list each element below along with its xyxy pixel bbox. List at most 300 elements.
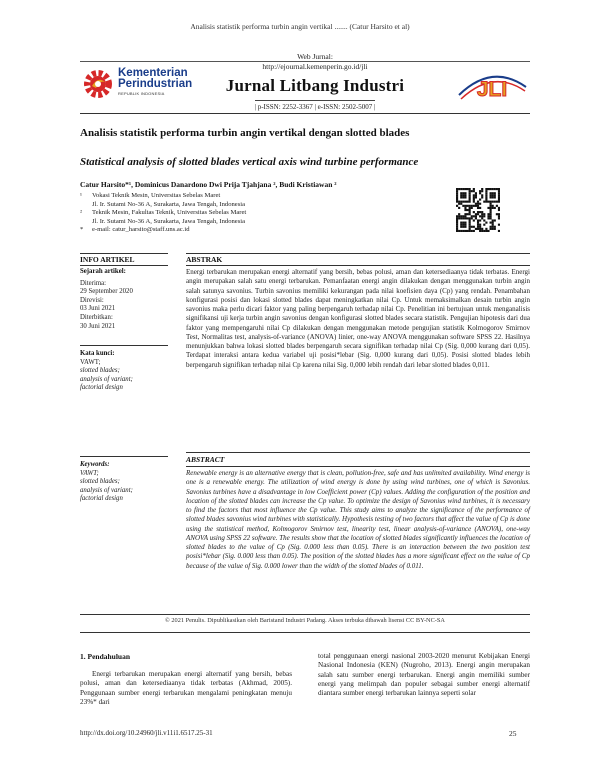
qr-module xyxy=(490,201,492,203)
qr-module xyxy=(473,190,475,192)
qr-module xyxy=(471,226,473,228)
intro-column-right: total penggunaan energi nasional 2003-2020 menurut Kebijakan Energi Nasional Indonesia (KEN) (Nugroho, 2013). Energi angin merupakan salah satu sumber energi terbarukan. Energi angin memiliki sumber energi yang melimpah dan populer sebagai sumber energi alternatif diantara sumber energi terbarukan lainnya seperti solar xyxy=(318,652,530,698)
masthead-rule-bottom xyxy=(80,113,530,114)
qr-module xyxy=(473,198,475,200)
abstrak-text: Energi terbarukan merupakan energi alternatif yang bersih, bebas polusi, aman dan ketersediaanya tidak terbatas. Energi angin merupakan salah satu energi terbarukan. Pemanfaatan energi angin dilakukan dengan menggunakan turbin angin salah satunya savonius. Turbin savonius memiliki kekurangan pada nilai koefisien daya (Cp) yang rendah. Penambahan konfigurasi posisi dan lokasi slotted blades dapat meningkatkan nilai Cp. Untuk memaksimalkan desain turbin angin savonius maka perlu dicari faktor yang paling berpengaruh terhadap nilai Cp. Penelitian ini bertujuan untuk menganalisis signifikansi uji kerja turbin angin savonius dengan konfigurasi slotted blades secara statistik. Pengujian hipotesis dari dua faktor yang mempengaruhi nilai Cp dilakukan dengan menggunakan metode pengujian statistik Kolmogorov Smirnov Test, Normalitas test, analysis-of-variance (ANOVA) linier, one-way ANOVA menggunakan software SPSS 22. Hasilnya menunjukkan bahwa lokasi slotted blades berpengaruh secara signifikan terhadap nilai Cp (Sig. 0,000 kurang dari 0,05). Terdapat interaksi antara kedua variabel uji posisi*lebar (Sig. 0,000 kurang dari 0,05). Posisi slotted blades lebih berpengaruh signifikan terhadap nilai Cp karena nilai Sig. 0,000 lebih rendah dari lebar slotted blades 0,011. xyxy=(186,268,530,369)
qr-module xyxy=(479,192,481,194)
qr-module xyxy=(485,192,487,194)
qr-module xyxy=(477,228,479,230)
qr-module xyxy=(487,207,489,209)
qr-module xyxy=(473,226,475,228)
qr-module xyxy=(477,201,479,203)
qr-module xyxy=(456,198,458,200)
qr-module xyxy=(496,201,498,203)
qr-module xyxy=(481,217,483,219)
qr-module xyxy=(462,222,464,224)
qr-module xyxy=(479,226,481,228)
intro-column-left: Energi terbarukan merupakan energi alternatif yang bersih, bebas polusi, aman dan ketersediaanya tidak terbatas (Akhmad, 2005). Penggunaan sumber energi terbarukan mengalami peningkatan menuju 23%* dari xyxy=(80,670,292,706)
qr-module xyxy=(479,215,481,217)
qr-module xyxy=(464,230,466,232)
qr-module xyxy=(460,203,462,205)
history-label: Sejarah artikel: xyxy=(80,268,126,275)
qr-module xyxy=(490,203,492,205)
affiliation-mark xyxy=(80,201,92,210)
revised-label: Direvisi: xyxy=(80,296,104,304)
qr-module xyxy=(477,219,479,221)
affiliation-mark: ² xyxy=(80,209,82,217)
qr-module xyxy=(475,192,477,194)
affiliation-mark xyxy=(80,218,92,227)
qr-module xyxy=(498,224,500,226)
qr-module xyxy=(490,213,492,215)
abstrak-heading: ABSTRAK xyxy=(186,253,530,266)
qr-module xyxy=(466,209,468,211)
qr-module xyxy=(466,217,468,219)
qr-module xyxy=(462,196,464,198)
qr-module xyxy=(492,194,494,196)
qr-module xyxy=(496,188,498,190)
qr-module xyxy=(464,226,466,228)
qr-module xyxy=(469,217,471,219)
qr-module xyxy=(462,201,464,203)
qr-module xyxy=(475,196,477,198)
copyright-rule xyxy=(80,614,530,615)
qr-module xyxy=(462,217,464,219)
qr-module xyxy=(458,213,460,215)
qr-module xyxy=(464,196,466,198)
qr-module xyxy=(494,219,496,221)
qr-module xyxy=(462,188,464,190)
qr-module xyxy=(494,228,496,230)
qr-module xyxy=(464,209,466,211)
keyword-item: slotted blades; xyxy=(80,367,120,375)
qr-module xyxy=(490,192,492,194)
qr-module xyxy=(494,192,496,194)
qr-module xyxy=(490,215,492,217)
affiliation-text: Jl. Ir. Sutami No-36 A, Surakarta, Jawa Tengah, Indonesia xyxy=(92,217,246,225)
qr-module xyxy=(475,203,477,205)
qr-module xyxy=(475,228,477,230)
qr-module xyxy=(460,201,462,203)
keyword-item: factorial design xyxy=(80,384,123,392)
qr-module xyxy=(498,192,500,194)
affiliation-text: Jl. Ir. Sutami No-36 A, Surakarta, Jawa Tengah, Indonesia xyxy=(92,200,246,208)
qr-module xyxy=(490,194,492,196)
qr-module xyxy=(460,224,462,226)
qr-module xyxy=(456,205,458,207)
qr-module xyxy=(456,226,458,228)
qr-module xyxy=(477,211,479,213)
qr-module xyxy=(498,213,500,215)
qr-module xyxy=(494,201,496,203)
jli-logo-text: JLI xyxy=(476,78,508,101)
qr-module xyxy=(479,224,481,226)
qr-module xyxy=(481,230,483,232)
qr-module xyxy=(471,205,473,207)
qr-module xyxy=(460,222,462,224)
qr-module xyxy=(481,213,483,215)
qr-module xyxy=(481,196,483,198)
keywords-id-label: Kata kunci: xyxy=(80,350,115,357)
qr-module xyxy=(456,196,458,198)
qr-code-icon xyxy=(456,188,500,232)
qr-module xyxy=(471,207,473,209)
keyword-item: analysis of variant; xyxy=(80,375,133,383)
qr-module xyxy=(469,222,471,224)
affiliation-line xyxy=(80,226,450,235)
qr-module xyxy=(483,215,485,217)
running-header: Analisis statistik performa turbin angin vertikal ....... (Catur Harsito et al) xyxy=(190,22,410,31)
qr-module xyxy=(464,217,466,219)
qr-module xyxy=(494,194,496,196)
qr-module xyxy=(485,198,487,200)
keyword-item: VAWT; xyxy=(80,358,101,366)
qr-module xyxy=(477,213,479,215)
keyword-item: VAWT; xyxy=(80,469,99,477)
issn: | p-ISSN: 2252-3367 | e-ISSN: 2502-5007 | xyxy=(255,100,376,111)
qr-module xyxy=(456,192,458,194)
qr-module xyxy=(456,224,458,226)
qr-module xyxy=(462,194,464,196)
qr-module xyxy=(477,222,479,224)
qr-module xyxy=(456,230,458,232)
qr-module xyxy=(490,217,492,219)
keyword-item: analysis of variant; xyxy=(80,486,133,494)
qr-module xyxy=(466,188,468,190)
qr-module xyxy=(498,207,500,209)
qr-module xyxy=(498,215,500,217)
qr-module xyxy=(471,230,473,232)
qr-module xyxy=(492,196,494,198)
affiliation-mark: ¹ xyxy=(80,192,82,199)
qr-module xyxy=(475,217,477,219)
qr-module xyxy=(487,188,489,190)
affiliation-text: Teknik Mesin, Fakultas Teknik, Universitas Sebelas Maret xyxy=(92,209,247,217)
qr-module xyxy=(460,196,462,198)
qr-module xyxy=(487,213,489,215)
qr-module xyxy=(496,213,498,215)
qr-module xyxy=(469,230,471,232)
qr-module xyxy=(483,230,485,232)
qr-module xyxy=(481,188,483,190)
qr-module xyxy=(460,230,462,232)
qr-module xyxy=(475,205,477,207)
qr-module xyxy=(462,215,464,217)
qr-module xyxy=(475,213,477,215)
qr-module xyxy=(487,215,489,217)
qr-module xyxy=(498,217,500,219)
keyword-item: slotted blades; xyxy=(80,478,120,486)
qr-module xyxy=(485,222,487,224)
qr-module xyxy=(492,224,494,226)
qr-module xyxy=(473,211,475,213)
qr-module xyxy=(464,215,466,217)
qr-module xyxy=(473,201,475,203)
page-number: 25 xyxy=(509,729,517,738)
received-label: Diterima: xyxy=(80,279,107,287)
qr-module xyxy=(487,230,489,232)
qr-module xyxy=(481,215,483,217)
keywords-en xyxy=(80,461,170,504)
qr-module xyxy=(469,192,471,194)
qr-module xyxy=(490,228,492,230)
qr-module xyxy=(481,194,483,196)
qr-module xyxy=(483,219,485,221)
qr-module xyxy=(485,230,487,232)
qr-module xyxy=(481,228,483,230)
section-heading-introduction: 1. Pendahuluan xyxy=(80,652,131,661)
article-info-heading: INFO ARTIKEL xyxy=(80,253,168,266)
qr-module xyxy=(456,228,458,230)
qr-module xyxy=(464,207,466,209)
qr-module xyxy=(469,213,471,215)
qr-module xyxy=(456,219,458,221)
qr-module xyxy=(479,211,481,213)
qr-module xyxy=(464,188,466,190)
qr-module xyxy=(458,215,460,217)
qr-code xyxy=(456,188,500,232)
qr-module xyxy=(483,213,485,215)
qr-module xyxy=(473,205,475,207)
qr-module xyxy=(498,196,500,198)
qr-module xyxy=(473,219,475,221)
qr-module xyxy=(458,203,460,205)
journal-name: Jurnal Litbang Industri xyxy=(225,76,405,95)
qr-module xyxy=(471,217,473,219)
qr-module xyxy=(490,205,492,207)
gear-icon xyxy=(80,66,116,102)
qr-module xyxy=(492,222,494,224)
qr-module xyxy=(469,209,471,211)
qr-module xyxy=(464,201,466,203)
qr-module xyxy=(464,222,466,224)
info-divider xyxy=(80,456,168,457)
qr-module xyxy=(464,194,466,196)
qr-module xyxy=(492,207,494,209)
article-title-en: Statistical analysis of slotted blades vertical axis wind turbine performance xyxy=(80,156,419,168)
article-history xyxy=(80,268,170,331)
qr-module xyxy=(458,207,460,209)
journal-url[interactable]: http://ejournal.kemenperin.go.id/jli xyxy=(262,62,368,71)
qr-module xyxy=(479,230,481,232)
qr-module xyxy=(460,215,462,217)
journal-masthead xyxy=(210,52,420,114)
qr-module xyxy=(492,205,494,207)
qr-module xyxy=(460,194,462,196)
qr-module xyxy=(494,226,496,228)
qr-module xyxy=(469,226,471,228)
qr-module xyxy=(494,188,496,190)
qr-module xyxy=(460,192,462,194)
jli-logo-icon xyxy=(455,65,530,105)
affiliation-line xyxy=(80,218,450,227)
qr-module xyxy=(498,188,500,190)
qr-module xyxy=(456,222,458,224)
article-title-id: Analisis statistik performa turbin angin vertikal dengan slotted blades xyxy=(80,127,410,139)
qr-module xyxy=(498,230,500,232)
qr-module xyxy=(490,226,492,228)
web-label: Web Jurnal: xyxy=(297,52,333,61)
qr-module xyxy=(487,201,489,203)
affiliation-line xyxy=(80,201,450,210)
keywords-id xyxy=(80,350,170,393)
keyword-item: factorial design xyxy=(80,495,123,503)
abstract-text: Renewable energy is an alternative energy that is clean, pollution-free, safe and has unlimited availability. Wind energy is one is a renewable energy. The utilization of wind energy is done by using wind turbines, one of which is Savonius. Savonius turbines have a disadvantage in low Coefficient power (Cp) values. Adding the configuration of the position and location of the slotted blades can increase the Cp value. To optimize the design of Savonius wind turbines, it is necessary to find the factors that most influence the Cp value. This study aims to analyze the significance of the performance of slotted blades savonius wind turbines with statistically. Hypothesis testing of two factors that affect the value of Cp is done using the statistical method, Kolmogorov Smirnov test, linearity test, linear analysis-of-variance (ANOVA), one-way ANOVA using SPSS 22 software. The results show that the location of slotted blades significantly influences the location of slotted blades to the value of Cp (Sig. 0.000 less than 0.05). There is an interaction between the two position test posisi*lebar (Sig. 0.000 less than 0.05). The position of the slotted blades has a more significant effect on the value of Cp because of the value of Sig. 0.000 lower than the width of the slotted blades of 0.011. xyxy=(186,469,530,570)
qr-module xyxy=(498,209,500,211)
qr-module xyxy=(469,188,471,190)
qr-module xyxy=(462,224,464,226)
qr-module xyxy=(466,201,468,203)
qr-module xyxy=(473,194,475,196)
qr-module xyxy=(492,228,494,230)
keywords-en-label: Keywords: xyxy=(80,461,110,468)
affiliation-line xyxy=(80,209,450,218)
qr-module xyxy=(456,194,458,196)
jli-logo xyxy=(455,65,530,105)
qr-module xyxy=(490,222,492,224)
qr-module xyxy=(458,217,460,219)
affiliation-text: Vokasi Teknik Mesin, Universitas Sebelas Maret xyxy=(92,192,221,199)
qr-module xyxy=(469,219,471,221)
qr-module xyxy=(477,226,479,228)
copyright-rule xyxy=(80,632,530,633)
qr-module xyxy=(471,215,473,217)
qr-module xyxy=(481,211,483,213)
qr-module xyxy=(471,190,473,192)
qr-module xyxy=(466,213,468,215)
qr-module xyxy=(458,230,460,232)
qr-module xyxy=(458,188,460,190)
qr-module xyxy=(492,219,494,221)
qr-module xyxy=(475,194,477,196)
qr-module xyxy=(496,205,498,207)
received-date: 29 September 2020 xyxy=(80,288,133,296)
qr-module xyxy=(490,196,492,198)
qr-module xyxy=(492,201,494,203)
qr-module xyxy=(490,209,492,211)
qr-module xyxy=(477,203,479,205)
qr-module xyxy=(498,190,500,192)
abstract-heading: ABSTRACT xyxy=(186,455,225,464)
qr-module xyxy=(494,207,496,209)
qr-module xyxy=(483,201,485,203)
qr-module xyxy=(469,196,471,198)
qr-module xyxy=(466,230,468,232)
qr-module xyxy=(462,205,464,207)
ministry-logo-title: Kementerian Perindustrian xyxy=(118,67,193,90)
accepted-label: Diterbitkan: xyxy=(80,313,113,321)
ministry-logo-subtitle: REPUBLIK INDONESIA xyxy=(118,91,165,96)
qr-module xyxy=(456,215,458,217)
qr-module xyxy=(460,217,462,219)
qr-module xyxy=(469,205,471,207)
qr-module xyxy=(475,215,477,217)
qr-module xyxy=(469,228,471,230)
qr-module xyxy=(498,201,500,203)
qr-module xyxy=(469,207,471,209)
qr-module xyxy=(464,192,466,194)
qr-module xyxy=(464,213,466,215)
qr-module xyxy=(462,230,464,232)
ministry-logo xyxy=(80,66,193,106)
qr-module xyxy=(485,188,487,190)
qr-module xyxy=(485,194,487,196)
qr-module xyxy=(460,226,462,228)
qr-module xyxy=(479,190,481,192)
abstract-divider xyxy=(186,452,530,453)
qr-module xyxy=(464,224,466,226)
qr-module xyxy=(473,196,475,198)
qr-module xyxy=(473,188,475,190)
qr-module xyxy=(492,188,494,190)
affiliation-text: e-mail: catur_harsito@staff.uns.ac.id xyxy=(92,226,190,234)
qr-module xyxy=(477,224,479,226)
qr-module xyxy=(498,194,500,196)
doi-link[interactable]: http://dx.doi.org/10.24960/jli.v11i1.6517.25-31 xyxy=(80,729,213,737)
qr-module xyxy=(479,219,481,221)
qr-module xyxy=(469,224,471,226)
qr-module xyxy=(485,201,487,203)
qr-module xyxy=(485,190,487,192)
qr-module xyxy=(490,188,492,190)
qr-module xyxy=(479,198,481,200)
qr-module xyxy=(456,201,458,203)
qr-module xyxy=(458,201,460,203)
qr-module xyxy=(485,196,487,198)
qr-module xyxy=(483,224,485,226)
abstract-divider xyxy=(186,466,530,467)
qr-module xyxy=(466,205,468,207)
qr-module xyxy=(492,226,494,228)
qr-module xyxy=(479,207,481,209)
qr-module xyxy=(494,196,496,198)
affiliation-line xyxy=(80,192,450,201)
qr-module xyxy=(462,192,464,194)
qr-module xyxy=(498,198,500,200)
revised-date: 03 Juni 2021 xyxy=(80,305,116,313)
qr-module xyxy=(469,198,471,200)
accepted-date: 30 Juni 2021 xyxy=(80,322,116,330)
qr-module xyxy=(487,217,489,219)
info-divider xyxy=(80,345,168,346)
qr-module xyxy=(479,228,481,230)
qr-module xyxy=(469,201,471,203)
qr-module xyxy=(456,217,458,219)
qr-module xyxy=(481,190,483,192)
copyright-notice: © 2021 Penulis. Dipublikasikan oleh Baristand Industri Padang. Akses terbuka dibawah lisensi CC BY-NC-SA xyxy=(165,617,445,624)
qr-module xyxy=(469,211,471,213)
qr-module xyxy=(477,205,479,207)
qr-module xyxy=(490,211,492,213)
affiliation-mark: * xyxy=(80,226,84,234)
qr-module xyxy=(469,194,471,196)
author-list: Catur Harsito*¹, Dominicus Danardono Dwi Prija Tjahjana ², Budi Kristiawan ² xyxy=(80,180,337,189)
qr-module xyxy=(473,215,475,217)
qr-module xyxy=(456,190,458,192)
qr-module xyxy=(485,228,487,230)
qr-module xyxy=(479,203,481,205)
qr-module xyxy=(473,230,475,232)
qr-module xyxy=(460,188,462,190)
qr-module xyxy=(469,190,471,192)
qr-module xyxy=(456,188,458,190)
qr-module xyxy=(462,226,464,228)
qr-module xyxy=(464,205,466,207)
qr-module xyxy=(492,192,494,194)
qr-module xyxy=(477,207,479,209)
affiliations xyxy=(80,192,450,235)
qr-module xyxy=(490,207,492,209)
